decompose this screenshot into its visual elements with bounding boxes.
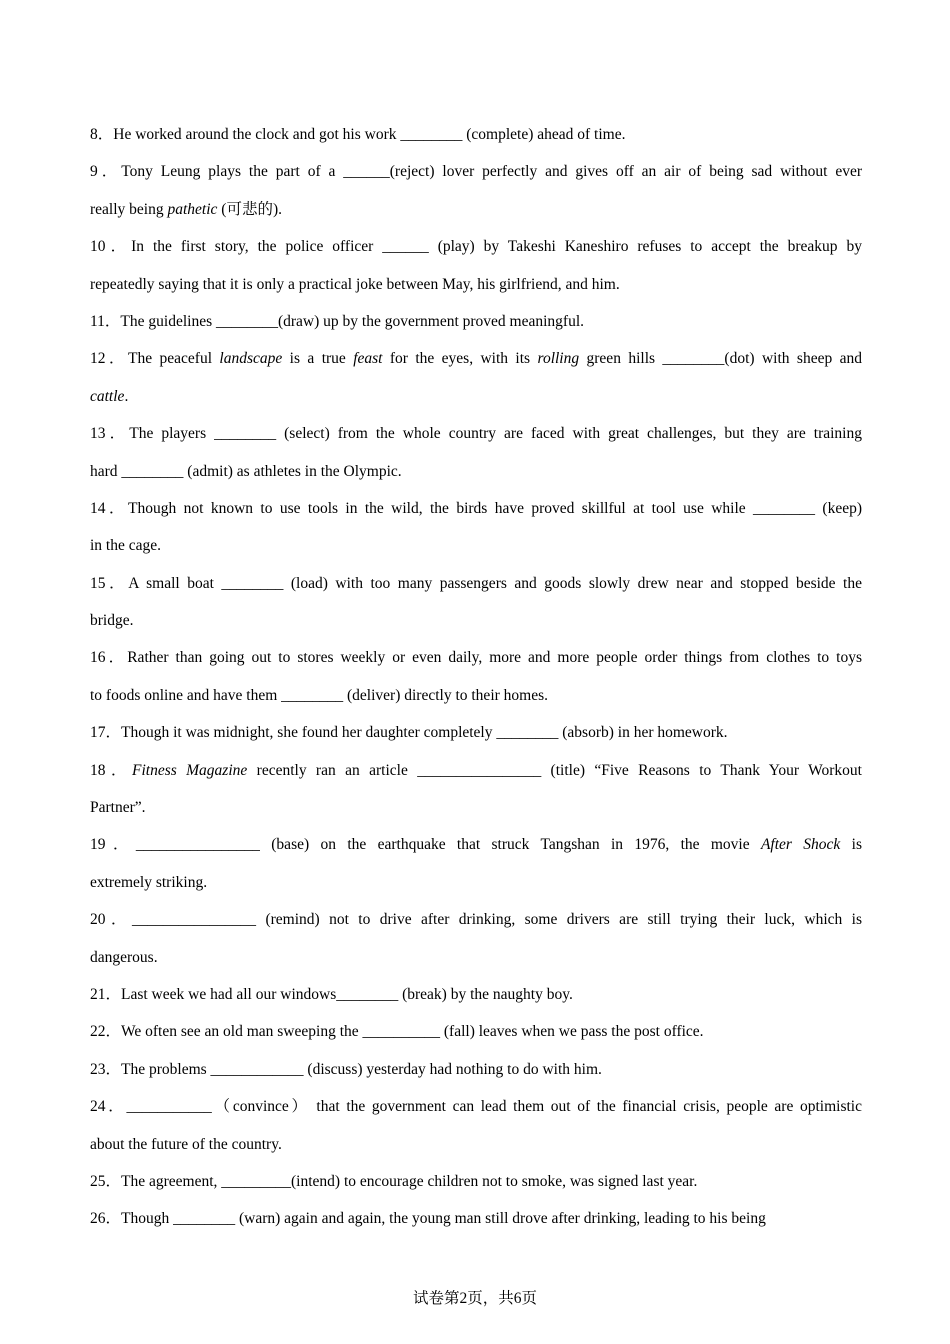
question-line: 21．Last week we had all our windows________ (break) by the naughty boy. — [90, 985, 573, 1003]
question-item — [90, 714, 862, 751]
question-line: in the cage. — [90, 537, 162, 555]
question-item — [90, 303, 862, 340]
question-item — [90, 228, 862, 303]
question-item — [90, 1013, 862, 1050]
question-line: 23．The problems ____________ (discuss) yesterday had nothing to do with him. — [90, 1060, 602, 1078]
question-item — [90, 340, 862, 415]
question-line: 18．Fitness Magazine recently ran an article ________________ (title) “Five Reasons to Thank Your Workout — [90, 761, 862, 779]
question-item — [90, 415, 862, 490]
question-item — [90, 565, 862, 640]
question-item — [90, 153, 862, 228]
question-line: dangerous. — [90, 948, 158, 966]
question-line: 16．Rather than going out to stores weekly or even daily, more and more people order things from clothes to toys — [90, 649, 862, 667]
question-line: bridge. — [90, 612, 134, 630]
page-footer: 试卷第2页，共6页 — [412, 1290, 537, 1307]
question-line: 13．The players ________ (select) from the whole country are faced with great challenges, but they are training — [90, 425, 862, 443]
question-item — [90, 639, 862, 714]
question-item — [90, 826, 862, 901]
question-line: cattle. — [90, 387, 129, 405]
question-item — [90, 976, 862, 1013]
question-line: 25．The agreement, _________(intend) to encourage children not to smoke, was signed last year. — [90, 1172, 698, 1190]
question-line: 12．The peaceful landscape is a true feast for the eyes, with its rolling green hills ________(dot) with sheep and — [90, 350, 862, 368]
question-item — [90, 752, 862, 827]
question-line: 19．________________ (base) on the earthquake that struck Tangshan in 1976, the movie After Shock is — [90, 836, 862, 854]
question-line: 17．Though it was midnight, she found her daughter completely ________ (absorb) in her homework. — [90, 724, 728, 742]
question-item — [90, 901, 862, 976]
question-item — [90, 1051, 862, 1088]
question-line: 10．In the first story, the police officer ______ (play) by Takeshi Kaneshiro refuses to accept the breakup by — [90, 238, 862, 256]
question-line: to foods online and have them ________ (deliver) directly to their homes. — [90, 686, 548, 704]
question-line: 22．We often see an old man sweeping the __________ (fall) leaves when we pass the post office. — [90, 1023, 704, 1041]
question-item — [90, 116, 862, 153]
question-line: repeatedly saying that it is only a practical joke between May, his girlfriend, and him. — [90, 275, 620, 293]
question-line: 24．___________（convince） that the government can lead them out of the financial crisis, people are optimistic — [90, 1098, 862, 1116]
question-line: extremely striking. — [90, 873, 208, 891]
question-line: 15．A small boat ________ (load) with too many passengers and goods slowly drew near and stopped beside the — [90, 574, 862, 592]
question-line: 14．Though not known to use tools in the wild, the birds have proved skillful at tool use while ________ (keep) — [90, 499, 862, 517]
question-item — [90, 1163, 862, 1200]
question-item — [90, 1088, 862, 1163]
question-line: really being pathetic (可悲的). — [90, 200, 282, 218]
question-item — [90, 490, 862, 565]
question-line: 20．________________ (remind) not to drive after drinking, some drivers are still trying their luck, which is — [90, 911, 862, 929]
question-line: about the future of the country. — [90, 1135, 282, 1153]
question-line: 8．He worked around the clock and got his work ________ (complete) ahead of time. — [90, 126, 626, 143]
question-line: hard ________ (admit) as athletes in the Olympic. — [90, 462, 402, 480]
question-item — [90, 1200, 862, 1237]
question-line: 9．Tony Leung plays the part of a ______(reject) lover perfectly and gives off an air of being sad without ever — [90, 163, 862, 181]
question-list — [90, 116, 862, 1238]
question-line: 26．Though ________ (warn) again and again, the young man still drove after drinking, leading to his being — [90, 1210, 766, 1228]
question-line: 11．The guidelines ________(draw) up by the government proved meaningful. — [90, 312, 585, 330]
question-line: Partner”. — [90, 799, 146, 817]
